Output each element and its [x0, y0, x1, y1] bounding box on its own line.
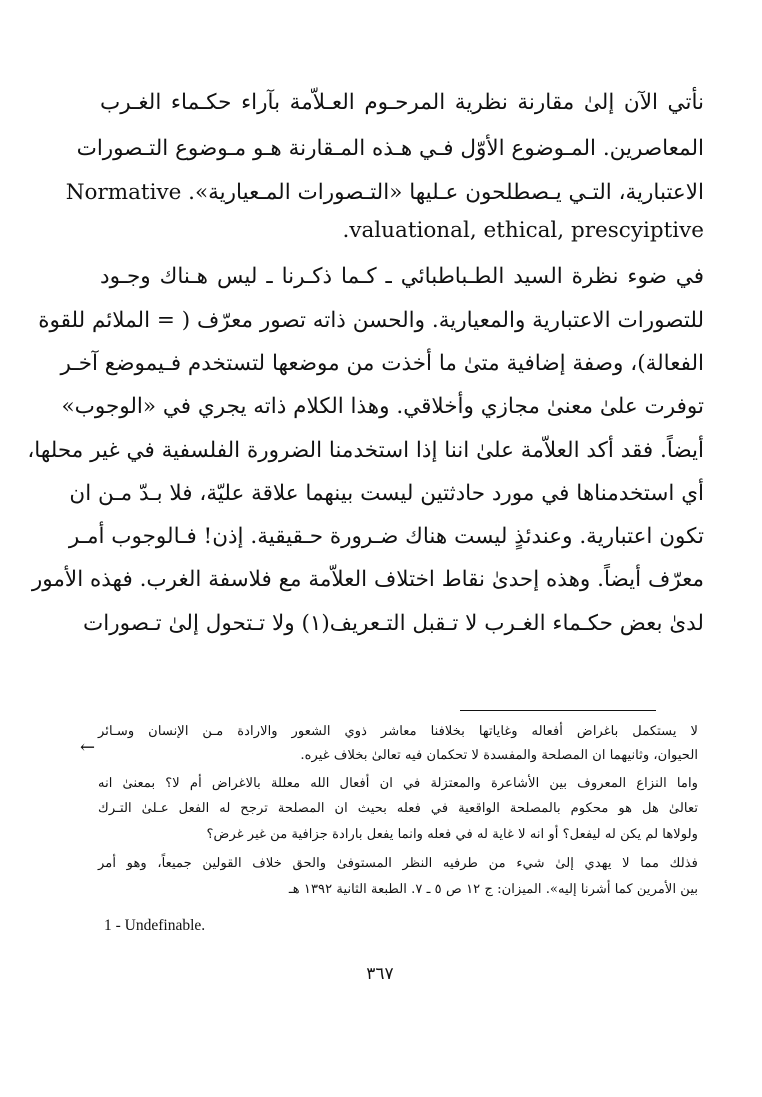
body-line-7: الفعالة)، وصفة إضافية متىٰ ما أخذت من موضعها لتستخدم فـيموضع آخـر: [60, 351, 704, 376]
body-line-1: نأتي الآن إلىٰ مقارنة نظرية المرحـوم العـلاّمة بآراء حكـماء الغـرب: [100, 90, 704, 115]
body-line-5: في ضوء نظرة السيد الطـباطبائي ـ كـما ذكـرنا ـ ليس هـناك وجـود: [100, 264, 704, 289]
body-line-11: تكون اعتبارية. وعندئذٍ ليست هناك ضـرورة حـقيقية. إذن! فـالوجوب أمـر: [68, 524, 704, 549]
body-line-9: أيضاً. فقد أكد العلاّمة علىٰ اننا إذا استخدمنا الضرورة الفلسفية في غير محلها،: [27, 438, 704, 463]
footnote-line-1: لا يستكمل باغراض أفعاله وغاياتها بخلافنا معاشر ذوي الشعور والارادة مـن الإنسان وسـائر: [98, 724, 698, 739]
footnote-line-7: بين الأمرين كما أشرنا إليه». الميزان: ج ١٢ ص ٥ ـ ٧. الطبعة الثانية ١٣٩٢ هـ: [288, 882, 698, 897]
body-line-8: توفرت علىٰ معنىٰ مجازي وأخلاقي. وهذا الكلام ذاته يجري في «الوجوب»: [61, 394, 704, 419]
footnote-line-5: ولولاها لم يكن له ليفعل؟ أو انه لا غاية له في فعله وانما يفعل بارادة جزافية من غير غرض؟: [206, 827, 698, 842]
body-line-2: المعاصرين. المـوضوع الأوّل فـي هـذه المـقارنة هـو مـوضوع التـصورات: [76, 136, 704, 161]
body-line-12: معرّف أيضاً. وهذه إحدىٰ نقاط اختلاف العلاّمة مع فلاسفة الغرب. فهذه الأمور: [31, 567, 704, 592]
footnote-divider: [460, 710, 656, 711]
footnote-line-6: فذلك مما لا يهدي إلىٰ شيء من طرفيه النظر المستوفىٰ والحق خلاف القولين جميعاً، وهو أمر: [98, 856, 698, 871]
body-line-4: valuational, ethical, prescyiptive.: [342, 218, 704, 243]
body-line-13: لدىٰ بعض حكـماء الغـرب لا تـقبل التـعريف(١) ولا تـتحول إلىٰ تـصورات: [83, 611, 704, 636]
body-line-10: أي استخدمناها في مورد حادثتين ليست بينهما علاقة عليّة، فلا بـدّ مـن ان: [69, 481, 704, 506]
footnote-line-2: الحيوان، وثانيهما ان المصلحة والمفسدة لا تحكمان فيه تعالىٰ بخلاف غيره.: [300, 748, 698, 763]
page-number: ٣٦٧: [366, 964, 394, 984]
footnote-1: 1 - Undefinable.: [104, 917, 206, 934]
continuation-arrow-icon: ←: [80, 737, 96, 758]
footnote-line-3: واما النزاع المعروف بين الأشاعرة والمعتزلة في ان أفعال الله معللة بالاغراض أم لا؟ بمعنىٰ انه: [98, 776, 698, 791]
body-line-3: الاعتبارية، التـي يـصطلحون عـليها «التـصورات المـعيارية». Normative: [65, 180, 704, 205]
body-line-6: للتصورات الاعتبارية والمعيارية. والحسن ذاته تصور معرّف ( = الملائم للقوة: [38, 308, 704, 333]
footnote-line-4: تعالىٰ هل هو محكوم بالمصلحة الواقعية في فعله بحيث ان المصلحة ترجح له الفعل عـلىٰ التـرك: [98, 801, 698, 816]
